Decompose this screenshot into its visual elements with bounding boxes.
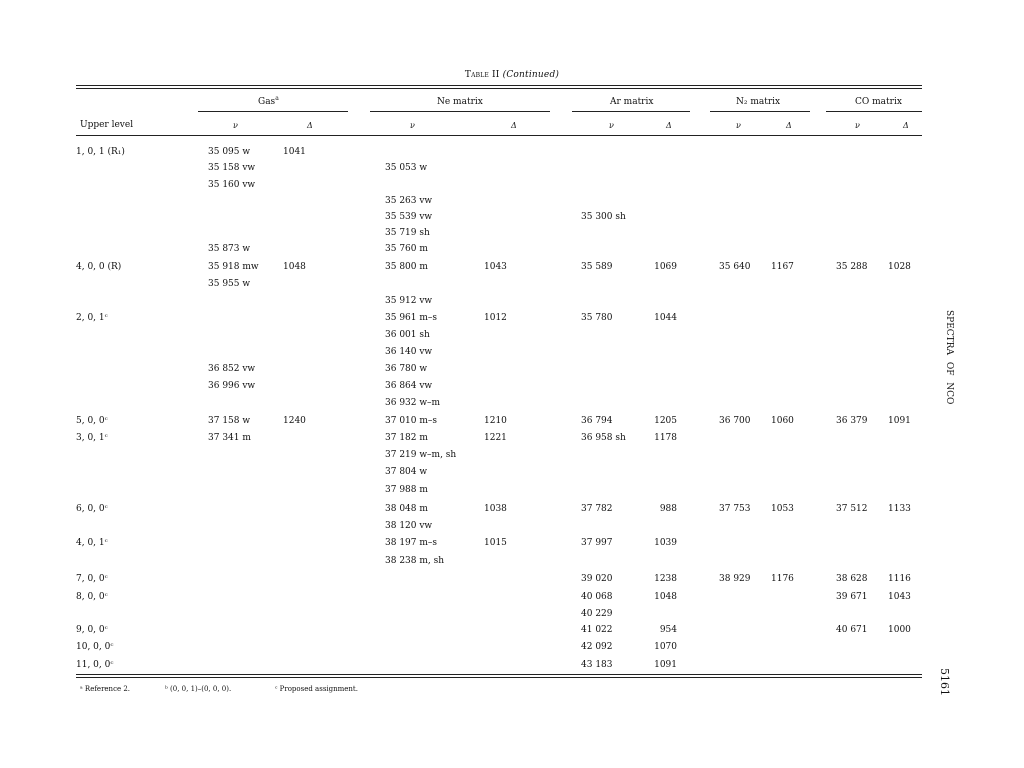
gas-nu-cell: 37 158 w bbox=[208, 416, 251, 426]
header-n2-delta: Δ bbox=[786, 121, 792, 130]
ne-nu-cell: 36 932 w–m bbox=[385, 398, 441, 408]
ne-nu-cell: 36 864 vw bbox=[385, 381, 433, 391]
gas-nu-cell: 36 996 vw bbox=[208, 381, 256, 391]
co-nu-cell: 40 671 bbox=[836, 625, 868, 635]
ne-nu-cell: 38 197 m–s bbox=[385, 538, 438, 548]
ar-nu-cell: 40 229 bbox=[581, 609, 613, 619]
upper-level-cell: 2, 0, 1ᶜ bbox=[76, 313, 108, 323]
ne-delta-cell: 1038 bbox=[484, 504, 507, 514]
co-delta-cell: 1091 bbox=[888, 416, 911, 426]
ar-nu-cell: 35 300 sh bbox=[581, 212, 626, 222]
header-bottom-rule bbox=[76, 135, 922, 136]
ar-nu-cell: 36 958 sh bbox=[581, 433, 626, 443]
header-upper-level: Upper level bbox=[80, 120, 134, 130]
ne-nu-cell: 38 120 vw bbox=[385, 521, 433, 531]
gas-nu-cell: 35 095 w bbox=[208, 147, 251, 157]
co-delta-cell: 1028 bbox=[888, 262, 911, 272]
gas-nu-cell: 36 852 vw bbox=[208, 364, 256, 374]
upper-level-cell: 4, 0, 1ᶜ bbox=[76, 538, 108, 548]
ne-delta-cell: 1210 bbox=[484, 416, 507, 426]
ar-delta-cell: 1039 bbox=[654, 538, 677, 548]
ar-delta-cell: 1048 bbox=[654, 592, 677, 602]
co-nu-cell: 38 628 bbox=[836, 574, 868, 584]
header-n2-nu: ν bbox=[736, 121, 741, 130]
footnote-a: ᵃ Reference 2. bbox=[80, 685, 131, 693]
footnote-c: ᶜ Proposed assignment. bbox=[275, 685, 358, 693]
header-co-matrix: CO matrix bbox=[855, 97, 902, 107]
header-ar-delta: Δ bbox=[666, 121, 672, 130]
ne-nu-cell: 37 010 m–s bbox=[385, 416, 438, 426]
ar-delta-cell: 1091 bbox=[654, 660, 677, 670]
ne-delta-cell: 1015 bbox=[484, 538, 507, 548]
top-rule-2 bbox=[76, 88, 922, 89]
ne-delta-cell: 1043 bbox=[484, 262, 507, 272]
ar-underline bbox=[572, 111, 690, 112]
header-gas: Gas$^a$ bbox=[258, 95, 279, 107]
top-rule-1 bbox=[76, 85, 922, 86]
upper-level-cell: 7, 0, 0ᶜ bbox=[76, 574, 108, 584]
ar-delta-cell: 1044 bbox=[654, 313, 677, 323]
table-continued: (Continued) bbox=[502, 70, 560, 80]
n2-underline bbox=[710, 111, 810, 112]
gas-delta-cell: 1048 bbox=[283, 262, 306, 272]
n2-nu-cell: 35 640 bbox=[719, 262, 751, 272]
ar-delta-cell: 1069 bbox=[654, 262, 677, 272]
bottom-rule-1 bbox=[76, 674, 922, 675]
ar-nu-cell: 42 092 bbox=[581, 642, 613, 652]
ar-delta-cell: 1178 bbox=[654, 433, 677, 443]
upper-level-cell: 6, 0, 0ᶜ bbox=[76, 504, 108, 514]
upper-level-cell: 1, 0, 1 (R₁) bbox=[76, 147, 125, 157]
ne-underline bbox=[370, 111, 550, 112]
ar-nu-cell: 36 794 bbox=[581, 416, 613, 426]
upper-level-cell: 5, 0, 0ᶜ bbox=[76, 416, 108, 426]
ne-delta-cell: 1012 bbox=[484, 313, 507, 323]
gas-delta-cell: 1240 bbox=[283, 416, 306, 426]
ar-nu-cell: 40 068 bbox=[581, 592, 613, 602]
ar-delta-cell: 988 bbox=[659, 504, 677, 514]
ar-delta-cell: 1238 bbox=[654, 574, 677, 584]
co-delta-cell: 1000 bbox=[888, 625, 911, 635]
header-gas-nu: ν bbox=[233, 121, 238, 130]
ar-nu-cell: 37 997 bbox=[581, 538, 613, 548]
ne-nu-cell: 36 001 sh bbox=[385, 330, 430, 340]
gas-nu-cell: 37 341 m bbox=[208, 433, 251, 443]
gas-nu-cell: 35 158 vw bbox=[208, 163, 256, 173]
ne-nu-cell: 35 800 m bbox=[385, 262, 428, 272]
ne-nu-cell: 36 140 vw bbox=[385, 347, 433, 357]
ar-delta-cell: 954 bbox=[659, 625, 677, 635]
header-ne-nu: ν bbox=[410, 121, 415, 130]
ne-nu-cell: 35 539 vw bbox=[385, 212, 433, 222]
n2-delta-cell: 1176 bbox=[771, 574, 794, 584]
header-co-nu: ν bbox=[855, 121, 860, 130]
upper-level-cell: 3, 0, 1ᶜ bbox=[76, 433, 108, 443]
n2-delta-cell: 1060 bbox=[771, 416, 794, 426]
header-ar-matrix: Ar matrix bbox=[610, 97, 654, 107]
n2-nu-cell: 37 753 bbox=[719, 504, 751, 514]
ne-delta-cell: 1221 bbox=[484, 433, 507, 443]
gas-delta-cell: 1041 bbox=[283, 147, 306, 157]
ar-delta-cell: 1070 bbox=[654, 642, 677, 652]
co-delta-cell: 1116 bbox=[888, 574, 911, 584]
ne-nu-cell: 35 263 vw bbox=[385, 196, 433, 206]
header-ar-nu: ν bbox=[609, 121, 614, 130]
upper-level-cell: 4, 0, 0 (R) bbox=[76, 262, 122, 272]
ar-nu-cell: 35 780 bbox=[581, 313, 613, 323]
ne-nu-cell: 37 804 w bbox=[385, 467, 428, 477]
n2-delta-cell: 1053 bbox=[771, 504, 794, 514]
ne-nu-cell: 35 053 w bbox=[385, 163, 428, 173]
n2-nu-cell: 36 700 bbox=[719, 416, 751, 426]
ar-nu-cell: 37 782 bbox=[581, 504, 613, 514]
table-caption bbox=[0, 70, 1024, 80]
gas-nu-cell: 35 873 w bbox=[208, 244, 251, 254]
ar-nu-cell: 43 183 bbox=[581, 660, 613, 670]
gas-nu-cell: 35 918 mw bbox=[208, 262, 259, 272]
ne-nu-cell: 38 238 m, sh bbox=[385, 556, 445, 566]
page-number: 5161 bbox=[938, 668, 951, 696]
ne-nu-cell: 37 219 w–m, sh bbox=[385, 450, 457, 460]
ar-nu-cell: 39 020 bbox=[581, 574, 613, 584]
table-label: Table II bbox=[464, 70, 500, 80]
n2-nu-cell: 38 929 bbox=[719, 574, 751, 584]
upper-level-cell: 9, 0, 0ᶜ bbox=[76, 625, 108, 635]
ne-nu-cell: 37 182 m bbox=[385, 433, 428, 443]
co-delta-cell: 1043 bbox=[888, 592, 911, 602]
header-n2-matrix: N₂ matrix bbox=[736, 97, 781, 107]
ne-nu-cell: 35 760 m bbox=[385, 244, 428, 254]
n2-delta-cell: 1167 bbox=[771, 262, 794, 272]
ne-nu-cell: 38 048 m bbox=[385, 504, 428, 514]
ar-nu-cell: 41 022 bbox=[581, 625, 613, 635]
footnote-b: ᵇ (0, 0, 1)–(0, 0, 0). bbox=[165, 685, 232, 693]
ar-delta-cell: 1205 bbox=[654, 416, 677, 426]
co-delta-cell: 1133 bbox=[888, 504, 911, 514]
bottom-rule-2 bbox=[76, 677, 922, 678]
co-nu-cell: 35 288 bbox=[836, 262, 868, 272]
header-co-delta: Δ bbox=[903, 121, 909, 130]
co-nu-cell: 36 379 bbox=[836, 416, 868, 426]
co-underline bbox=[826, 111, 922, 112]
ne-nu-cell: 37 988 m bbox=[385, 485, 428, 495]
ar-nu-cell: 35 589 bbox=[581, 262, 613, 272]
ne-nu-cell: 35 961 m–s bbox=[385, 313, 438, 323]
ne-nu-cell: 35 719 sh bbox=[385, 228, 430, 238]
co-nu-cell: 39 671 bbox=[836, 592, 868, 602]
ne-nu-cell: 36 780 w bbox=[385, 364, 428, 374]
gas-nu-cell: 35 955 w bbox=[208, 279, 251, 289]
ne-nu-cell: 35 912 vw bbox=[385, 296, 433, 306]
header-ne-delta: Δ bbox=[511, 121, 517, 130]
upper-level-cell: 8, 0, 0ᶜ bbox=[76, 592, 108, 602]
co-nu-cell: 37 512 bbox=[836, 504, 868, 514]
gas-footnote-mark: a bbox=[275, 95, 279, 102]
upper-level-cell: 11, 0, 0ᶜ bbox=[76, 660, 114, 670]
upper-level-cell: 10, 0, 0ᶜ bbox=[76, 642, 114, 652]
gas-underline bbox=[198, 111, 348, 112]
gas-nu-cell: 35 160 vw bbox=[208, 180, 256, 190]
header-gas-delta: Δ bbox=[307, 121, 313, 130]
running-title: SPECTRA OF NCO bbox=[944, 310, 954, 405]
header-ne-matrix: Ne matrix bbox=[437, 97, 483, 107]
